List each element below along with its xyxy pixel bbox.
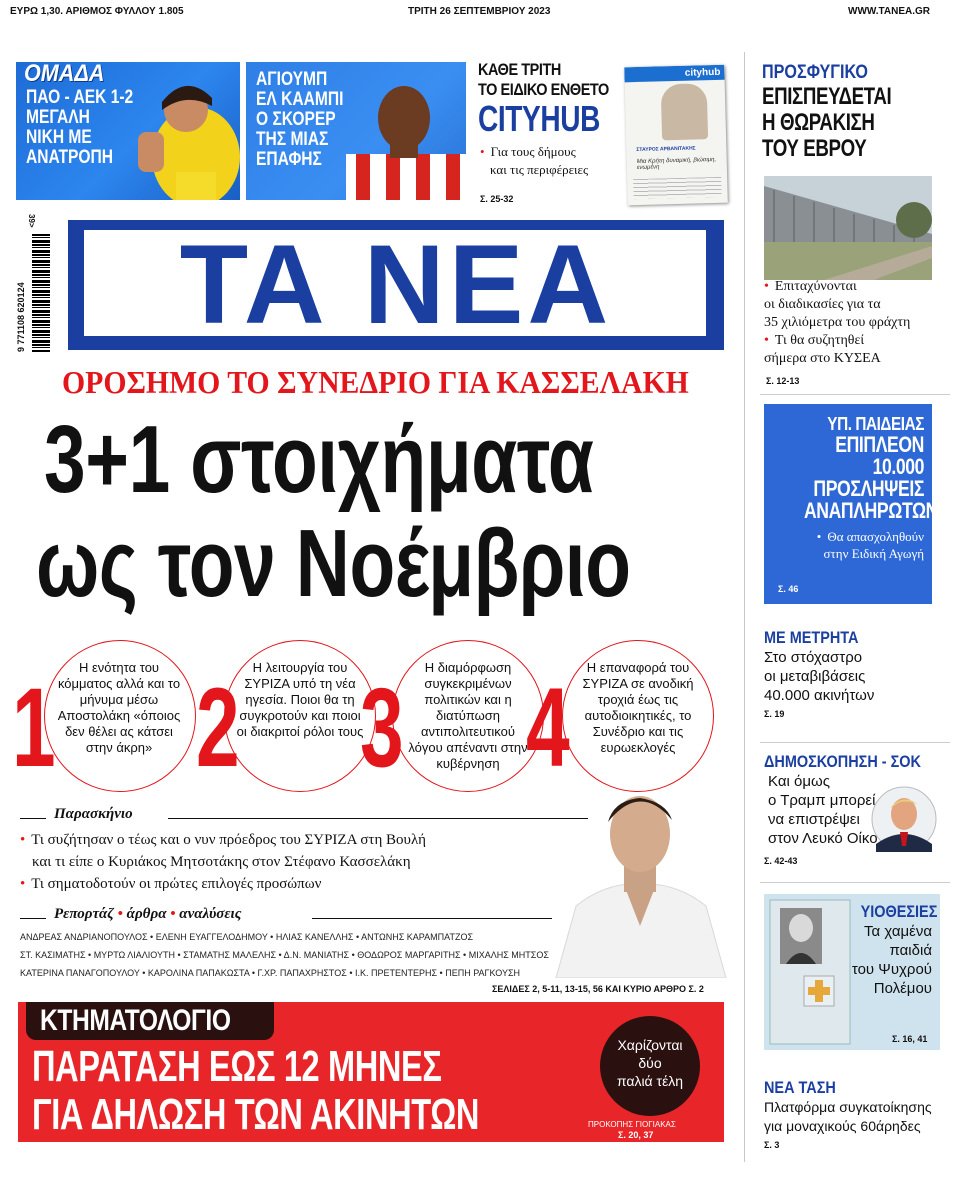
education-bullet-cont: στην Ειδική Αγωγή: [823, 546, 924, 561]
refugee-b1-cont: οι διαδικασίες για τα: [764, 297, 881, 312]
barcode-addon: 39>: [27, 214, 36, 228]
cityhub-line2: ΤΟ ΕΙΔΙΚΟ ΕΝΘΕΤΟ: [478, 80, 609, 99]
background-item: • Τι σηματοδοτούν οι πρώτες επιλογές προσώπων: [20, 876, 321, 893]
promo1-line: ΝΙΚΗ ΜΕ: [26, 127, 92, 148]
education-line: ΥΠ. ΠΑΙΔΕΙΑΣ: [827, 414, 924, 434]
trend-line: για μοναχικούς 60άρηδες: [764, 1118, 921, 1134]
point-text: Η διαμόρφωση συγκεκριμένων πολιτικών και η διατύπωση αντιπολιτευτικού λόγου απέναντι στην κυβέρνηση: [408, 660, 528, 771]
barcode-bars: [32, 234, 50, 352]
price-issue: ΕΥΡΩ 1,30. ΑΡΙΘΜΟΣ ΦΥΛΛΟΥ 1.805: [10, 6, 184, 17]
omada-badge: ΟΜΑΔΑ: [24, 62, 105, 87]
issue-date: ΤΡΙΤΗ 26 ΣΕΠΤΕΜΒΡΙΟΥ 2023: [408, 6, 551, 17]
point-text: Η ενότητα του κόμματος αλλά και το μήνυμα μέσω Αποστολάκη «όποιος δεν θέλει ας κάτσει στην άκρη»: [57, 660, 181, 755]
cadastre-label: ΚΤΗΜΑΤΟΛΟΓΙΟ: [40, 1004, 231, 1037]
circle-line: παλιά τέλη: [616, 1073, 684, 1089]
border-fence-photo: [764, 176, 932, 280]
background-item: • Τι συζήτησαν ο τέως και ο νυν πρόεδρος του ΣΥΡΙΖΑ στη Βουλή: [20, 832, 426, 849]
mini-name: ΣΤΑΥΡΟΣ ΑΡΒΑΝΙΤΑΚΗΣ: [636, 145, 696, 154]
sidebar-education[interactable]: [764, 404, 938, 604]
cadastre-head-2: ΓΙΑ ΔΗΛΩΣΗ ΤΩΝ ΑΚΙΝΗΤΩΝ: [32, 1090, 480, 1139]
adoptions-pages: Σ. 16, 41: [892, 1034, 928, 1044]
education-line: ΑΝΑΠΛΗΡΩΤΩΝ: [804, 498, 938, 523]
authors-line: ΑΝΔΡΕΑΣ ΑΝΔΡΙΑΝΟΠΟΥΛΟΣ • ΕΛΕΝΗ ΕΥΑΓΓΕΛΟΔΗΜΟΥ • ΗΛΙΑΣ ΚΑΝΕΛΛΗΣ • ΑΝΤΩΝΗΣ ΚΑΡΑΜΠΑΤΖΟΣ: [20, 932, 474, 942]
cadastre-box[interactable]: [18, 1002, 724, 1142]
lead-headline-2[interactable]: ως τον Νοέμβριο: [36, 510, 631, 617]
promo2-line: ΕΛ ΚΑΑΜΠΙ: [256, 89, 344, 110]
background-label: Παρασκήνιο: [54, 806, 133, 822]
adoptions-head: ΥΙΟΘΕΣΙΕΣ: [860, 902, 938, 921]
adoptions-line: του Ψυχρού: [851, 961, 932, 978]
circle-line: δύο: [638, 1055, 662, 1071]
promo2-line: ΤΗΣ ΜΙΑΣ: [256, 129, 329, 150]
sidebar-trend[interactable]: [764, 1078, 954, 1150]
cityhub-promo[interactable]: [474, 60, 736, 208]
promo-omada[interactable]: [16, 62, 240, 200]
refugee-b1-cont: 35 χιλιόμετρα του φράχτη: [764, 315, 911, 330]
trend-pages: Σ. 3: [764, 1140, 780, 1150]
cadastre-pages: Σ. 20, 37: [618, 1130, 654, 1140]
refugee-b2: • Τι θα συζητηθεί: [764, 332, 944, 350]
cityhub-cover: [624, 65, 728, 206]
promo-elkaabi[interactable]: [246, 62, 466, 200]
reports-word: Ρεπορτάζ: [54, 906, 114, 922]
poll-head: ΔΗΜΟΣΚΟΠΗΣΗ - ΣΟΚ: [764, 752, 921, 771]
refugee-title: ΕΠΙΣΠΕΥΔΕΤΑΙ: [762, 83, 892, 110]
cash-line: Στο στόχαστρο: [764, 649, 863, 666]
sidebar-adoptions[interactable]: [764, 894, 940, 1050]
point-text: Η λειτουργία του ΣΥΡΙΖΑ υπό τη νέα ηγεσία. Ποιοι θα τη συγκροτούν και ποιοι οι διακριτοί ρόλοι τους: [236, 660, 364, 739]
refugee-title: ΤΟΥ ΕΒΡΟΥ: [762, 135, 867, 162]
education-pages: Σ. 46: [778, 584, 799, 594]
promo2-line: Ο ΣΚΟΡΕΡ: [256, 109, 336, 130]
mini-caption: Μια Κρήτη δυναμική, βιώσιμη, ενωμένη: [636, 156, 717, 172]
cash-head: ΜΕ ΜΕΤΡΗΤΑ: [764, 628, 859, 647]
poll-pages: Σ. 42-43: [764, 856, 798, 866]
education-line: ΕΠΙΠΛΕΟΝ: [835, 432, 924, 457]
poll-line: στον Λευκό Οίκο: [768, 830, 878, 847]
mini-text-lines: [633, 177, 721, 199]
sidebar-cash[interactable]: [764, 628, 944, 719]
lead-headline-1[interactable]: 3+1 στοιχήματα: [44, 406, 594, 513]
promo1-line: ΠΑΟ - ΑΕΚ 1-2: [26, 87, 134, 108]
lead-kicker: ΟΡΟΣΗΜΟ ΤΟ ΣΥΝΕΔΡΙΟ ΓΙΑ ΚΑΣΣΕΛΑΚΗ: [62, 364, 689, 400]
point-number: 2: [196, 665, 240, 790]
point-number: 3: [360, 665, 404, 790]
refugee-head: ΠΡΟΣΦΥΓΙΚΟ: [762, 62, 868, 83]
adoptions-line: Τα χαμένα: [864, 923, 932, 940]
adoptions-line: Πολέμου: [873, 980, 932, 997]
poll-line: να επιστρέψει: [768, 811, 860, 828]
cash-line: 40.000 ακινήτων: [764, 687, 875, 704]
sidebar-refugee[interactable]: [762, 62, 950, 162]
adoptions-line: παιδιά: [889, 942, 932, 959]
trump-photo: [870, 786, 938, 852]
cadastre-head-1: ΠΑΡΑΤΑΣΗ ΕΩΣ 12 ΜΗΝΕΣ: [32, 1042, 442, 1091]
education-bullet: • Θα απασχοληθούν: [774, 528, 924, 545]
promo2-line: ΕΠΑΦΗΣ: [256, 149, 322, 170]
reports-word: αναλύσεις: [179, 906, 242, 922]
refugee-bullets: [764, 278, 944, 368]
cadastre-author: ΠΡΟΚΟΠΗΣ ΓΙΟΓΙΑΚΑΣ: [588, 1120, 676, 1129]
circle-line: Χαρίζονται: [617, 1037, 683, 1053]
column-divider: [744, 52, 745, 1162]
cadastre-circle-text: [600, 1036, 700, 1090]
reports-label: Ρεπορτάζ • άρθρα • αναλύσεις: [54, 906, 242, 922]
cityhub-brand: CITYHUB: [478, 98, 601, 139]
refugee-b1: • Επιταχύνονται: [764, 278, 944, 296]
promo1-line: ΜΕΓΑΛΗ: [26, 107, 90, 128]
trend-head: ΝΕΑ ΤΑΣΗ: [764, 1078, 836, 1097]
masthead[interactable]: [68, 220, 724, 350]
cityhub-pages: Σ. 25-32: [480, 194, 514, 204]
newspaper-title: ΤΑ ΝΕΑ: [179, 222, 613, 347]
point-text: Η επαναφορά του ΣΥΡΙΖΑ σε ανοδική τροχιά έως τις αυτοδιοικητικές, το Συνέδριο και τις ευρωεκλογές: [582, 660, 694, 755]
poll-line: Και όμως: [768, 773, 830, 790]
background-item-cont: και τι είπε ο Κυριάκος Μητσοτάκης στον Στέφανο Κασσελάκη: [32, 854, 411, 870]
cityhub-line1: ΚΑΘΕ ΤΡΙΤΗ: [478, 60, 561, 79]
portrait: [661, 83, 708, 140]
website[interactable]: WWW.TANEA.GR: [848, 6, 931, 17]
barcode-number: 9 771108 620124: [16, 282, 26, 352]
cash-pages: Σ. 19: [764, 709, 785, 719]
lead-pages: ΣΕΛΙΔΕΣ 2, 5-11, 13-15, 56 ΚΑΙ ΚΥΡΙΟ ΑΡΘΡΟ Σ. 2: [492, 984, 704, 994]
authors-line: ΣΤ. ΚΑΣΙΜΑΤΗΣ • ΜΥΡΤΩ ΛΙΑΛΙΟΥΤΗ • ΣΤΑΜΑΤΗΣ ΜΑΛΕΛΗΣ • Δ.Ν. ΜΑΝΙΑΤΗΣ • ΘΟΔΩΡΟΣ ΜΑΡΓΑΡΙΤΗΣ • ΜΙΧΑΛΗΣ ΜΗΤΣΟΣ: [20, 950, 549, 960]
trend-line: Πλατφόρμα συγκατοίκησης: [764, 1099, 932, 1115]
cityhub-desc2: και τις περιφέρειες: [490, 162, 589, 177]
refugee-pages: Σ. 12-13: [766, 376, 800, 386]
refugee-title: Η ΘΩΡΑΚΙΣΗ: [762, 109, 875, 136]
cash-line: οι μεταβιβάσεις: [764, 668, 866, 685]
education-line: 10.000: [872, 454, 924, 479]
promo2-line: ΑΓΙΟΥΜΠ: [256, 69, 328, 90]
passport-photo: [764, 894, 856, 1050]
barcode: [14, 214, 60, 354]
adoptions-text: [848, 902, 938, 998]
refugee-b2-cont: σήμερα στο ΚΥΣΕΑ: [764, 351, 881, 366]
kasselakis-photo: [546, 786, 734, 978]
education-line: ΠΡΟΣΛΗΨΕΙΣ: [813, 476, 924, 501]
point-number: 4: [526, 665, 570, 790]
authors-line: ΚΑΤΕΡΙΝΑ ΠΑΝΑΓΟΠΟΥΛΟΥ • ΚΑΡΟΛΙΝΑ ΠΑΠΑΚΩΣΤΑ • Γ.ΧΡ. ΠΑΠΑΧΡΗΣΤΟΣ • Ι.Κ. ΠΡΕΤΕΝΤΕΡΗΣ • ΠΕΠΗ ΡΑΓΚΟΥΣΗ: [20, 968, 521, 978]
promo1-line: ΑΝΑΤΡΟΠΗ: [26, 147, 113, 168]
education-text: [774, 414, 938, 562]
poll-line: ο Τραμπ μπορεί: [768, 792, 876, 809]
mini-brand: cityhub: [624, 65, 724, 83]
reports-word: άρθρα: [126, 906, 167, 922]
point-number: 1: [12, 665, 56, 790]
cityhub-desc1: • Για τους δήμους: [480, 144, 576, 160]
